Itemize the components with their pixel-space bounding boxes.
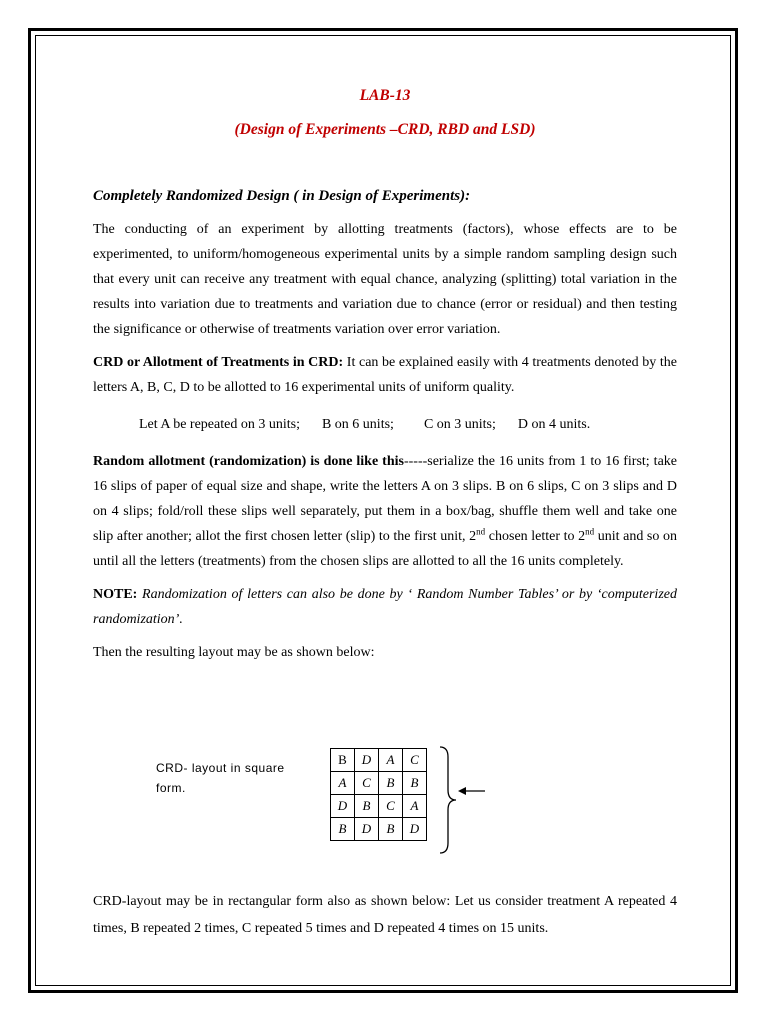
grid-cell: B: [331, 749, 355, 772]
grid-cell: D: [355, 818, 379, 841]
note-paragraph: [93, 582, 677, 632]
random-text-1: -----serialize the 16 units from 1 to 16 first; take 16 slips of paper of equal size and shape, write the letters A on 3 slips. B on 6 slips, C on 3 slips and D on 4 slips; fold/roll these slips well separately, put them in a box/bag, shuffle them well and take one slip after another; allot the first chosen letter (slip) to the first unit, 2: [93, 454, 677, 544]
allotment-text: It can be explained easily with 4 treatments denoted by the letters A, B, C, D to be allotted to 16 experimental units of uniform quality.: [93, 355, 677, 395]
grid-row: [331, 818, 427, 841]
grid-cell: B: [355, 795, 379, 818]
grid-cell: D: [403, 818, 427, 841]
right-brace-icon: [438, 745, 458, 855]
note-text: Randomization of letters can also be done by ‘ Random Number Tables’ or by ‘computerized randomization’.: [93, 587, 677, 627]
grid-cell: C: [355, 772, 379, 795]
grid-cell: B: [403, 772, 427, 795]
grid-cell: D: [331, 795, 355, 818]
allotment-lead: CRD or Allotment of Treatments in CRD:: [93, 355, 344, 370]
grid-cell: A: [379, 749, 403, 772]
crd-layout-figure: [93, 745, 677, 865]
closing-paragraph: CRD-layout may be in rectangular form also as shown below: Let us consider treatment A repeated 4 times, B repeated 2 times, C repeated 5 times and D repeated 4 times on 15 units.: [93, 894, 677, 936]
repeat-d: D on 4 units.: [517, 417, 591, 432]
grid-cell: B: [379, 772, 403, 795]
grid-cell: D: [355, 749, 379, 772]
random-text-2: chosen letter to 2: [485, 529, 586, 544]
document-body: [93, 85, 677, 665]
random-paragraph: [93, 449, 677, 574]
grid-cell: B: [331, 818, 355, 841]
layout-caption: CRD- layout in square form.: [156, 761, 285, 795]
left-arrow-icon: [457, 785, 487, 797]
random-text-3: unit and so on until all the letters (treatments) from the chosen slips are allotted to all the 16 units completely.: [93, 529, 677, 569]
lab-title: LAB-13: [359, 87, 411, 104]
intro-paragraph: The conducting of an experiment by allotting treatments (factors), whose effects are to be experimented, to uniform/homogeneous experimental units by a simple random sampling design such that every unit can receive any treatment with equal chance, analyzing (splitting) total variation in the results into variation due to treatments and variation due to chance (error or residual) and then testing the significance or otherwise of treatments variation over error variation.: [93, 222, 677, 337]
grid-cell: B: [379, 818, 403, 841]
allotment-paragraph: [93, 350, 677, 400]
grid-cell: A: [331, 772, 355, 795]
section-heading: Completely Randomized Design ( in Design of Experiments):: [93, 188, 471, 204]
repeat-line: [93, 412, 677, 437]
then-line: Then the resulting layout may be as shown below:: [93, 645, 375, 660]
grid-row: [331, 772, 427, 795]
grid-cell: C: [403, 749, 427, 772]
repeat-c: C on 3 units;: [423, 417, 496, 432]
crd-square-grid: [330, 748, 427, 841]
grid-row: [331, 749, 427, 772]
random-sup-2: nd: [585, 526, 595, 537]
repeat-b: B on 6 units;: [321, 417, 394, 432]
grid-row: [331, 795, 427, 818]
note-label: NOTE:: [93, 587, 138, 602]
closing-section: [93, 888, 677, 942]
grid-cell: A: [403, 795, 427, 818]
grid-cell: C: [379, 795, 403, 818]
lab-subtitle: (Design of Experiments –CRD, RBD and LSD): [234, 121, 536, 138]
random-sup-1: nd: [476, 526, 486, 537]
random-lead: Random allotment (randomization) is done like this: [93, 454, 404, 469]
repeat-a: Let A be repeated on 3 units;: [139, 417, 300, 432]
